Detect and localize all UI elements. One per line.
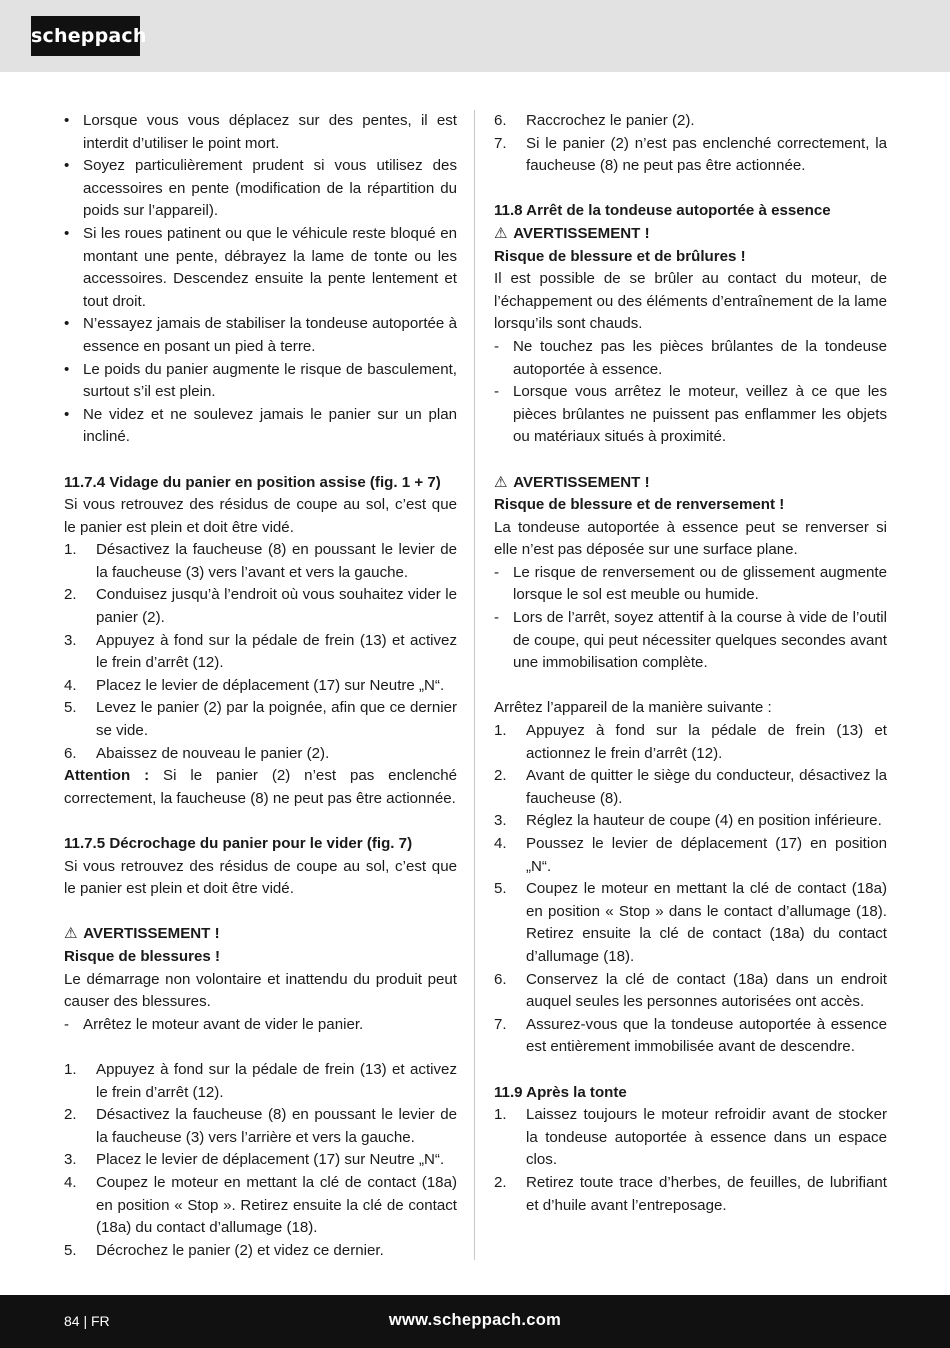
warning-triangle-icon: ⚠ xyxy=(494,224,508,242)
list-item: • N’essayez jamais de stabiliser la tondeuse autoportée à essence en posant un pied à terre. xyxy=(64,315,457,355)
warning-triangle-icon: ⚠ xyxy=(64,925,78,943)
section-heading-11-7-5: 11.7.5 Décrochage du panier pour le vider (fig. 7) xyxy=(64,835,413,852)
section-heading-11-8: 11.8 Arrêt de la tondeuse autoportée à essence xyxy=(494,202,831,220)
warning-text: Il est possible de se brûler au contact du moteur, de l’échappement ou des éléments d’entraînement de la lame lorsqu’ils sont chauds. xyxy=(494,270,887,333)
stop-intro: Arrêtez l’appareil de la manière suivante : xyxy=(494,699,772,717)
list-item: 2. Avant de quitter le siège du conducteur, désactivez la faucheuse (8). xyxy=(494,767,887,807)
stop-steps-list xyxy=(494,720,887,1059)
list-item: - Lorsque vous arrêtez le moteur, veillez à ce que les pièces brûlantes ne puissent pas enflammer les objets ou matériaux situés à proximité. xyxy=(494,383,887,446)
list-item: 4. Placez le levier de déplacement (17) sur Neutre „N“. xyxy=(64,676,445,694)
list-item: 1. Appuyez à fond sur la pédale de frein (13) et actionnez le frein d’arrêt (12). xyxy=(494,722,887,762)
list-item: 4. Poussez le levier de déplacement (17) en position „N“. xyxy=(494,835,887,875)
list-item: - Le risque de renversement ou de glissement augmente lorsque le sol est meuble ou humide. xyxy=(494,563,887,604)
warning-text: Le démarrage non volontaire et inattendu du produit peut causer des blessures. xyxy=(64,970,457,1011)
unhook-steps-list xyxy=(64,1059,457,1262)
warning-dash-list xyxy=(494,562,887,675)
column-divider xyxy=(474,110,475,1260)
section-intro: Si vous retrouvez des résidus de coupe au sol, c’est que le panier est plein et doit être vidé. xyxy=(64,496,457,536)
warning-subtitle: Risque de blessures ! xyxy=(64,947,221,965)
list-item: • Le poids du panier augmente le risque de basculement, surtout s’il est plein. xyxy=(64,360,457,401)
list-item: 2. Désactivez la faucheuse (8) en poussant le levier de la faucheuse (3) vers l’arrière et vers la gauche. xyxy=(64,1106,457,1146)
list-item: 3. Placez le levier de déplacement (17) sur Neutre „N“. xyxy=(64,1151,445,1169)
attention-note: Attention : Si le panier (2) n’est pas enclenché correctement, la faucheuse (8) ne peut pas être actionnée. xyxy=(64,767,457,807)
list-item: 2. Retirez toute trace d’herbes, de feuilles, de lubrifiant et d’huile avant l’entreposage. xyxy=(494,1173,887,1214)
continued-steps-list xyxy=(494,110,887,178)
list-item: 6. Abaissez de nouveau le panier (2). xyxy=(64,744,330,762)
warning-title: ⚠ AVERTISSEMENT ! xyxy=(64,925,220,943)
warning-text: La tondeuse autoportée à essence peut se renverser si elle n’est pas déposée sur une surface plane. xyxy=(494,518,887,559)
list-item: 7. Si le panier (2) n’est pas enclenché correctement, la faucheuse (8) ne peut pas être actionnée. xyxy=(494,134,887,175)
section-heading-11-7-4: 11.7.4 Vidage du panier en position assise (fig. 1 + 7) xyxy=(64,473,441,491)
emptying-steps-list xyxy=(64,539,457,765)
right-column xyxy=(494,110,887,1217)
list-item: - Arrêtez le moteur avant de vider le panier. xyxy=(64,1015,364,1033)
list-item: 1. Appuyez à fond sur la pédale de frein (13) et activez le frein d’arrêt (12). xyxy=(64,1060,457,1101)
list-item: • Soyez particulièrement prudent si vous utilisez des accessoires en pente (modification de la répartition du poids sur l’appareil). xyxy=(64,157,457,220)
warning-subtitle: Risque de blessure et de brûlures ! xyxy=(494,247,746,265)
section-heading-11-9: 11.9 Après la tonte xyxy=(494,1083,627,1101)
list-item: 1. Laissez toujours le moteur refroidir avant de stocker la tondeuse autoportée à essence dans un espace clos. xyxy=(494,1106,887,1169)
page-header xyxy=(0,0,950,72)
warning-title: ⚠ AVERTISSEMENT ! xyxy=(494,224,650,242)
section-intro: Si vous retrouvez des résidus de coupe au sol, c’est que le panier est plein et doit être vidé. xyxy=(64,857,457,898)
safety-bullet-list xyxy=(64,110,457,449)
warning-title: ⚠ AVERTISSEMENT ! xyxy=(494,473,650,491)
list-item: - Lors de l’arrêt, soyez attentif à la course à vide de l’outil de coupe, qui peut nécessiter quelques secondes avant une immobilisation complète. xyxy=(494,609,887,672)
website-url: www.scheppach.com xyxy=(388,1311,562,1329)
list-item: 6. Conservez la clé de contact (18a) dans un endroit auquel seules les personnes autorisées ont accès. xyxy=(494,970,887,1011)
list-item: 5. Décrochez le panier (2) et videz ce dernier. xyxy=(64,1241,384,1259)
list-item: - Ne touchez pas les pièces brûlantes de la tondeuse autoportée à essence. xyxy=(494,337,887,378)
list-item: 1. Désactivez la faucheuse (8) en poussant le levier de la faucheuse (3) vers l’avant et vers la gauche. xyxy=(64,541,457,581)
list-item: • Lorsque vous vous déplacez sur des pentes, il est interdit d’utiliser le point mort. xyxy=(64,112,457,152)
list-item: 5. Levez le panier (2) par la poignée, afin que ce dernier se vide. xyxy=(64,699,457,740)
list-item: 6. Raccrochez le panier (2). xyxy=(494,112,695,129)
list-item: 5. Coupez le moteur en mettant la clé de contact (18a) en position « Stop » dans le contact d’allumage (18). Retirez ensuite la clé de contact (18a) du contact d’allumage (18). xyxy=(494,880,887,965)
after-mowing-steps-list xyxy=(494,1104,887,1217)
warning-triangle-icon: ⚠ xyxy=(494,473,508,491)
page-number: 84 | FR xyxy=(64,1313,110,1329)
list-item: 2. Conduisez jusqu’à l’endroit où vous souhaitez vider le panier (2). xyxy=(64,586,457,627)
list-item: 3. Réglez la hauteur de coupe (4) en position inférieure. xyxy=(494,812,882,830)
list-item: 3. Appuyez à fond sur la pédale de frein (13) et activez le frein d’arrêt (12). xyxy=(64,631,457,672)
brand-logo: scheppach xyxy=(31,16,140,56)
list-item: • Si les roues patinent ou que le véhicule reste bloqué en montant une pente, débrayez la lame de tonte ou les accessoires. Descendez ensuite la pente lentement et tout droit. xyxy=(64,224,457,310)
list-item: 4. Coupez le moteur en mettant la clé de contact (18a) en position « Stop ». Retirez ensuite la clé de contact (18a) du contact d’allumage (18). xyxy=(64,1173,457,1237)
warning-dash-list xyxy=(494,336,887,449)
warning-dash-list xyxy=(64,1014,457,1037)
left-column xyxy=(64,110,457,1262)
list-item: 7. Assurez-vous que la tondeuse autoportée à essence est entièrement immobilisée avant de descendre. xyxy=(494,1015,887,1056)
list-item: • Ne videz et ne soulevez jamais le panier sur un plan incliné. xyxy=(64,405,457,446)
warning-subtitle: Risque de blessure et de renversement ! xyxy=(494,496,785,514)
page-footer xyxy=(0,1295,950,1348)
